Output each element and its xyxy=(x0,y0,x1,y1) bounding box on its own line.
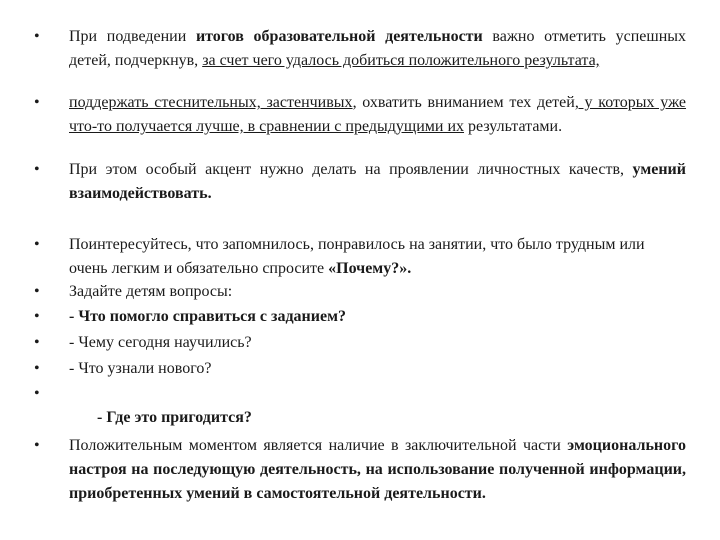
bullet-marker: • xyxy=(34,28,40,45)
text-segment: При этом особый акцент нужно делать на проявлении личностных качеств, xyxy=(69,161,633,178)
bullet-marker: • xyxy=(34,334,40,351)
text-segment: результатами. xyxy=(464,118,563,135)
bullet-marker: • xyxy=(34,236,40,253)
text-segment: Положительным моментом является наличие в заключительной части xyxy=(69,437,568,454)
text-segment-underlined: поддержать стеснительных, застенчивых xyxy=(69,94,353,111)
bullet-marker: • xyxy=(34,94,40,111)
text-segment: Задайте детям вопросы: xyxy=(69,283,233,300)
text-segment-bold: итогов образовательной деятельности xyxy=(195,28,483,45)
bullet-text xyxy=(69,233,686,281)
bullet-text xyxy=(69,331,686,355)
text-segment: важно отметить успешных детей, подчеркнув, xyxy=(69,28,687,69)
text-segment-bold: - Что помогло справиться с заданием? xyxy=(69,308,346,325)
text-segment-bold: умений взаимодействовать. xyxy=(69,161,686,202)
bullet-text xyxy=(69,434,686,506)
bullet-marker: • xyxy=(34,360,40,377)
bullet-text xyxy=(69,280,686,304)
text-segment: - Что узнали нового? xyxy=(69,360,212,377)
text-segment-underlined: за счет чего удалось добиться положительного результата, xyxy=(202,52,600,69)
text-segment: , охватить вниманием тех детей xyxy=(352,94,575,111)
bullet-text xyxy=(69,158,686,206)
bullet-marker: • xyxy=(34,308,40,325)
bullet-marker: • xyxy=(34,437,40,454)
text-segment-underlined: , у которых уже что-то получается лучше, в сравнении с предыдущими их xyxy=(69,94,687,135)
text-segment-bold: «Почему?». xyxy=(328,260,412,277)
bullet-marker: • xyxy=(34,161,40,178)
bullet-text xyxy=(69,91,686,139)
text-segment: При подведении xyxy=(69,28,196,45)
bullet-text xyxy=(69,357,686,381)
bullet-marker: • xyxy=(34,385,40,402)
text-segment-bold: эмоционального настроя на последующую деятельность, на использование полученной информации, приобретенных умений в самостоятельной деятельности. xyxy=(69,437,686,502)
text-segment: Поинтересуйтесь, что запомнилось, понравилось на занятии, что было трудным или очень легким и обязательно спросите xyxy=(69,236,645,277)
text-segment-bold: - Где это пригодится? xyxy=(93,409,252,426)
text-segment: - Чему сегодня научились? xyxy=(69,334,252,351)
bullet-marker: • xyxy=(34,283,40,300)
bullet-text xyxy=(69,25,686,73)
bullet-text xyxy=(69,305,686,329)
